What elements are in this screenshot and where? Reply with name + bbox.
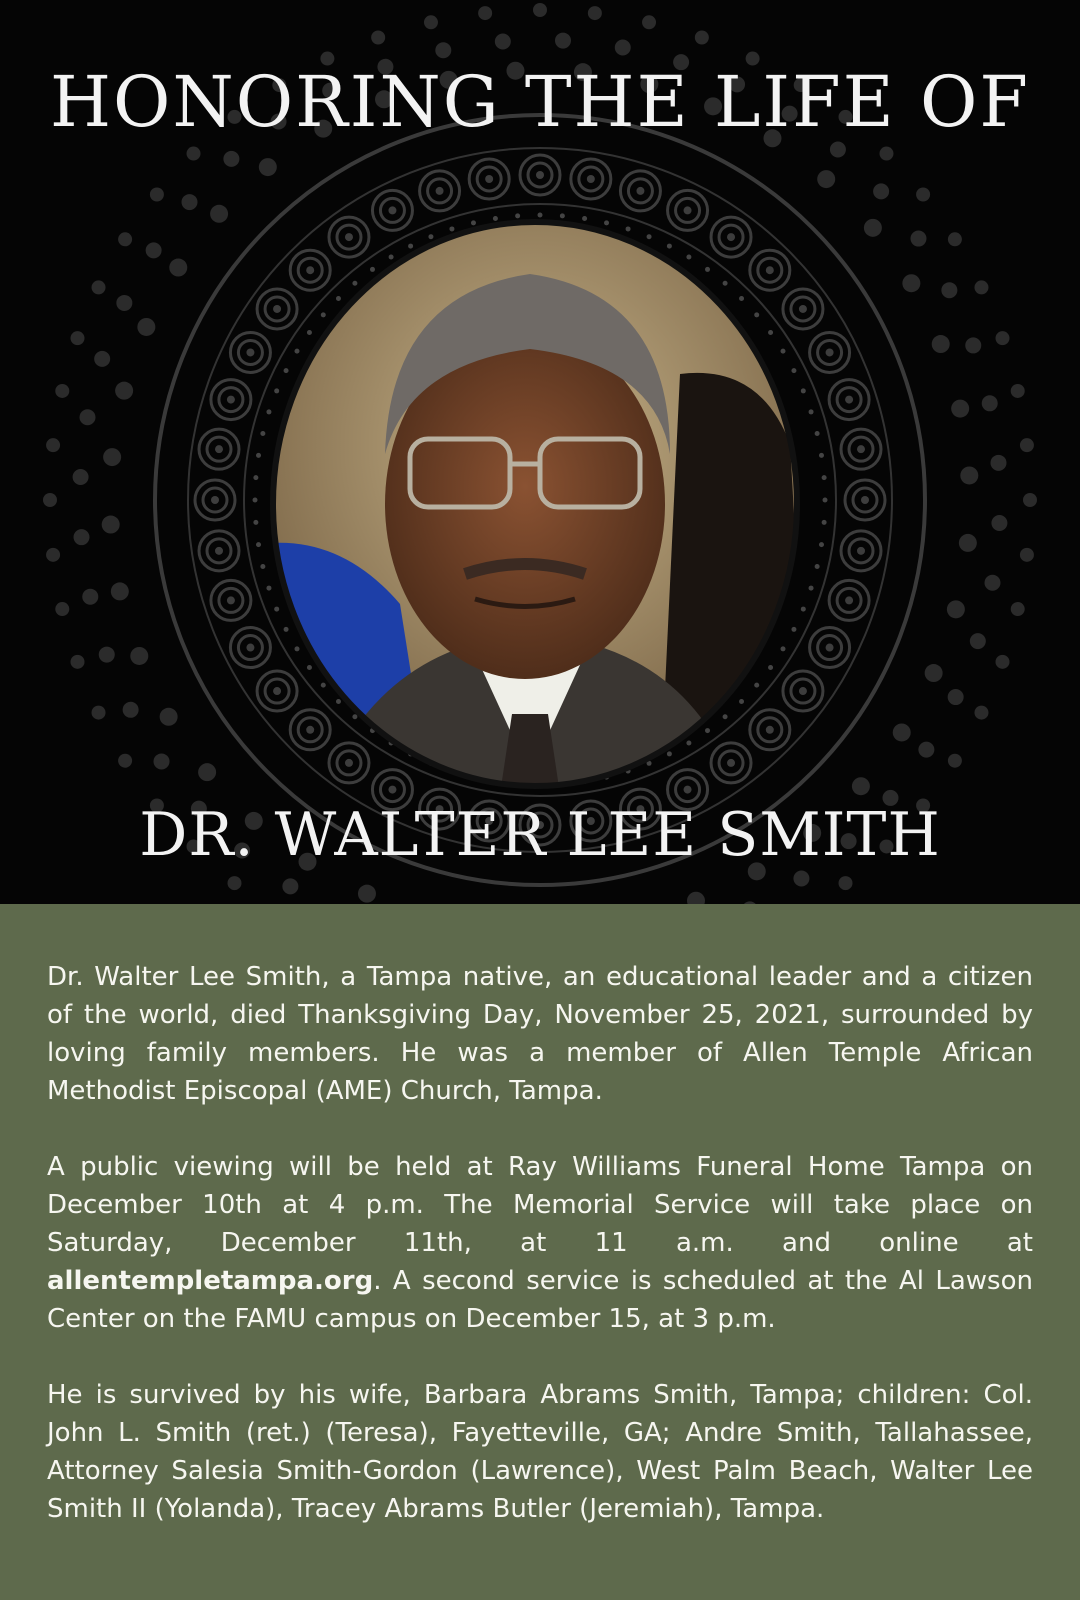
obituary-paragraph-2	[47, 1148, 1033, 1338]
obituary-paragraph-3: He is survived by his wife, Barbara Abrams Smith, Tampa; children: Col. John L. Smith (ret.) (Teresa), Fayetteville, GA; Andre Smith, Tallahassee, Attorney Salesia Smith-Gordon (Lawrence), West Palm Beach, Walter Lee Smith II (Yolanda), Tracey Abrams Butler (Jeremiah), Tampa.	[47, 1380, 1033, 1524]
page-title: HONORING THE LIFE OF	[50, 61, 1030, 143]
honoree-name: DR. WALTER LEE SMITH	[139, 800, 941, 870]
portrait-photo-icon	[260, 214, 810, 794]
service-details-text: A public viewing will be held at Ray Williams Funeral Home Tampa on December 10th at 4 p.m. The Memorial Service will take place on Saturday, December 11th, at 11 a.m. and online at	[47, 1152, 1033, 1258]
obituary-text	[47, 958, 1033, 1566]
obituary-paragraph-1: Dr. Walter Lee Smith, a Tampa native, an educational leader and a citizen of the world, died Thanksgiving Day, November 25, 2021, surrounded by loving family members. He was a member of Allen Temple African Methodist Episcopal (AME) Church, Tampa.	[47, 962, 1033, 1106]
website-link[interactable]: allentempletampa.org	[47, 1266, 374, 1296]
second-service-text: . A second service is scheduled at the Al Lawson Center on the FAMU campus on December 15, at 3 p.m.	[47, 1266, 1033, 1334]
